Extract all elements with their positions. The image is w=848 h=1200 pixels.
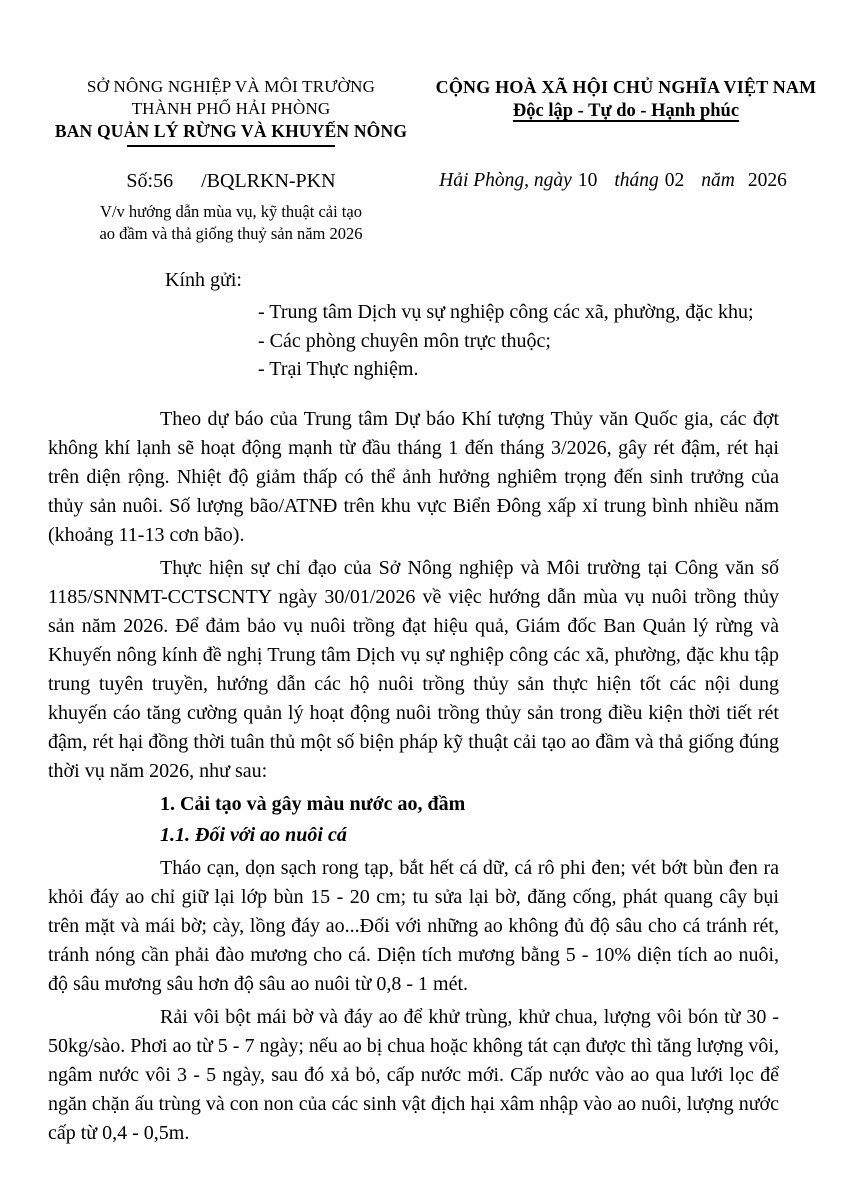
salutation: Kính gửi:: [165, 269, 242, 291]
paragraph-directive: Thực hiện sự chỉ đạo của Sở Nông nghiệp và Môi trường tại Công văn số 1185/SNNMT-CCTSCNTY ngày 30/01/2026 về việc hướng dẫn mùa vụ nuôi trồng thủy sản năm 2026. Để đảm bảo vụ nuôi trồng đạt hiệu quả, Giám đốc Ban Quản lý rừng và Khuyến nông kính đề nghị Trung tâm Dịch vụ sự nghiệp công các xã, phường, đặc khu tập trung tuyên truyền, hướng dẫn các hộ nuôi trồng thủy sản thực hiện tốt các nội dung khuyến cáo tăng cường quản lý hoạt động nuôi trồng thủy sản trong điều kiện thời tiết rét đậm, rét hại đồng thời tuân thủ một số biện pháp kỹ thuật cải tạo ao đầm và thả giống đúng thời vụ năm 2026, như sau:: [48, 556, 779, 782]
place-date-line: [432, 168, 820, 194]
national-motto: Độc lập - Tự do - Hạnh phúc: [512, 101, 740, 121]
recipient-item: - Trung tâm Dịch vụ sự nghiệp công các xã, phường, đặc khu;: [258, 301, 754, 323]
section-heading-1: 1. Cải tạo và gây màu nước ao, đầm: [160, 792, 466, 815]
issuing-org-city: THÀNH PHỐ HẢI PHÒNG: [131, 99, 331, 118]
national-title: CỘNG HOÀ XÃ HỘI CHỦ NGHĨA VIỆT NAM: [435, 77, 817, 97]
doc-number-line: [30, 168, 432, 194]
issuing-org-name: BAN QUẢN LÝ RỪNG VÀ KHUYẾN NÔNG: [54, 121, 408, 141]
recipients-list: [48, 298, 779, 384]
section-heading-1-1: 1.1. Đối với ao nuôi cá: [160, 823, 347, 846]
place-and-day-word: Hải Phòng, ngày: [439, 170, 572, 191]
subject-line-1: V/v hướng dẫn mùa vụ, kỹ thuật cải tạo: [100, 202, 362, 221]
document-body: [48, 266, 779, 1152]
national-motto-block: [432, 76, 820, 147]
subject-line-2: ao đầm và thả giống thuỷ sản năm 2026: [99, 224, 363, 243]
issuing-org-block: [30, 76, 432, 147]
month-word: tháng: [614, 170, 659, 191]
subject-block: [30, 201, 432, 245]
doc-number-code: /BQLRKN-PKN: [201, 170, 336, 192]
doc-number-label: Số:56: [126, 170, 174, 192]
org-underline-rule: [127, 145, 335, 147]
year-word: năm: [701, 170, 735, 191]
year-value: 2026: [747, 170, 787, 191]
paragraph-lime-treatment: Rải vôi bột mái bờ và đáy ao để khử trùng, khử chua, lượng vôi bón từ 30 - 50kg/sào. Phơi ao từ 5 - 7 ngày; nếu ao bị chua hoặc không tát cạn được thì tăng lượng vôi, ngâm nước vôi 3 - 5 ngày, sau đó xả bỏ, cấp nước mới. Cấp nước vào ao qua lưới lọc để ngăn chặn ấu trùng và con non của các sinh vật địch hại xâm nhập vào ao nuôi, lượng nước cấp từ 0,4 - 0,5m.: [48, 1005, 779, 1144]
day-value: 10: [577, 170, 598, 191]
doc-meta-row: [30, 168, 820, 194]
issuing-org-parent: SỞ NÔNG NGHIỆP VÀ MÔI TRƯỜNG: [86, 77, 376, 96]
recipient-item: - Các phòng chuyên môn trực thuộc;: [258, 329, 551, 352]
recipient-item: - Trại Thực nghiệm.: [258, 358, 419, 380]
letterhead: [30, 76, 820, 147]
paragraph-pond-preparation: Tháo cạn, dọn sạch rong tạp, bắt hết cá dữ, cá rô phi đen; vét bớt bùn đen ra khỏi đáy ao chỉ giữ lại lớp bùn 15 - 20 cm; tu sửa lại bờ, đăng cống, phát quang cây bụi trên mặt và mái bờ; cày, lồng đáy ao...Đối với những ao không đủ độ sâu cho cá tránh rét, tránh nóng cần phải đào mương cho cá. Diện tích mương bằng 5 - 10% diện tích ao nuôi, độ sâu mương sâu hơn độ sâu ao nuôi từ 0,8 - 1 mét.: [48, 856, 779, 995]
month-value: 02: [664, 170, 685, 191]
paragraph-forecast: Theo dự báo của Trung tâm Dự báo Khí tượng Thủy văn Quốc gia, các đợt không khí lạnh sẽ hoạt động mạnh từ đầu tháng 1 đến tháng 3/2026, gây rét đậm, rét hại trên diện rộng. Nhiệt độ giảm thấp có thể ảnh hưởng nghiêm trọng đến sinh trưởng của thủy sản nuôi. Số lượng bão/ATNĐ trên khu vực Biển Đông xấp xỉ trung bình nhiều năm (khoảng 11-13 cơn bão).: [48, 407, 779, 546]
